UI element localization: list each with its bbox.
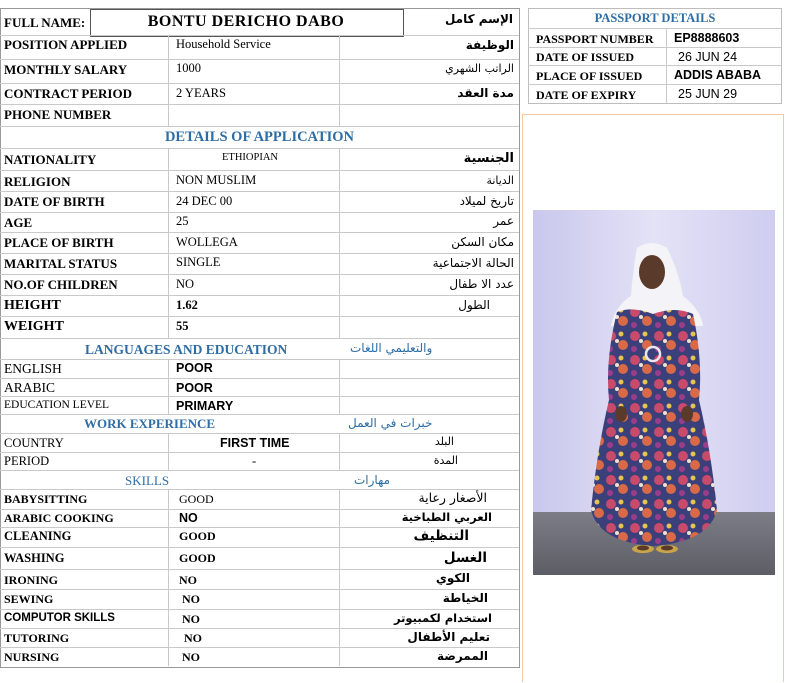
date-of-issued-label: DATE OF ISSUED xyxy=(536,50,635,64)
date-of-expiry-value: 25 JUN 29 xyxy=(678,87,738,101)
place-of-birth-value: WOLLEGA xyxy=(176,235,238,249)
nursing-ar: الممرضة xyxy=(436,649,488,663)
position-applied-value: Household Service xyxy=(176,37,271,51)
babysitting-label: BABYSITTING xyxy=(4,492,88,506)
ironing-value: NO xyxy=(179,573,197,587)
skills-heading-ar: مهارات xyxy=(354,473,391,487)
no-of-children-label: NO.OF CHILDREN xyxy=(4,277,118,292)
passport-heading: PASSPORT DETAILS xyxy=(594,11,716,25)
age-value: 25 xyxy=(176,214,189,228)
tutoring-ar: تعليم الأطفال xyxy=(407,630,490,644)
ironing-label: IRONING xyxy=(4,573,59,587)
full-name-value: BONTU DERICHO DABO xyxy=(147,13,345,30)
contract-period-ar: مدة العقد xyxy=(457,86,514,100)
date-of-birth-value: 24 DEC 00 xyxy=(176,194,233,208)
computor-skills-ar: استخدام لكمبيوتر xyxy=(393,611,492,625)
cleaning-label: CLEANING xyxy=(4,529,72,543)
phone-number-label: PHONE NUMBER xyxy=(4,107,112,122)
weight-label: WEIGHT xyxy=(4,319,64,334)
cleaning-ar: التنظيف xyxy=(413,528,469,544)
country-label: COUNTRY xyxy=(4,436,64,450)
country-ar: البلد xyxy=(434,435,454,448)
position-applied-label: POSITION APPLIED xyxy=(4,37,128,52)
work-heading: WORK EXPERIENCE xyxy=(84,416,216,431)
nursing-label: NURSING xyxy=(4,650,60,664)
languages-heading: LANGUAGES AND EDUCATION xyxy=(85,342,288,357)
place-of-issued-label: PLACE OF ISSUED xyxy=(536,69,643,83)
english-label: ENGLISH xyxy=(4,361,62,376)
weight-value: 55 xyxy=(176,319,189,333)
cleaning-value: GOOD xyxy=(179,529,216,543)
full-name-ar: الإسم كامل xyxy=(444,12,513,26)
tutoring-value: NO xyxy=(184,631,202,645)
arabic-cooking-value: NO xyxy=(179,511,198,525)
period-value: - xyxy=(252,454,257,468)
nationality-ar: الجنسية xyxy=(463,151,514,166)
position-applied-ar: الوظيفة xyxy=(465,38,514,52)
arabic-cooking-label: ARABIC COOKING xyxy=(4,511,114,525)
religion-ar: الديانة xyxy=(486,174,514,187)
skills-heading: SKILLS xyxy=(125,473,170,488)
religion-value: NON MUSLIM xyxy=(176,173,257,187)
washing-label: WASHING xyxy=(4,551,65,565)
contract-period-value: 2 YEARS xyxy=(176,86,226,100)
full-name-label: FULL NAME: xyxy=(4,15,86,30)
date-of-issued-value: 26 JUN 24 xyxy=(678,50,738,64)
education-level-value: PRIMARY xyxy=(176,399,234,413)
computor-skills-value: NO xyxy=(182,612,200,626)
height-label: HEIGHT xyxy=(4,298,61,313)
tutoring-label: TUTORING xyxy=(4,631,70,645)
marital-status-label: MARITAL STATUS xyxy=(4,256,118,271)
date-of-birth-label: DATE OF BIRTH xyxy=(4,194,105,209)
no-of-children-ar: عدد الا طفال xyxy=(449,277,514,291)
arabic-cooking-ar: العربي الطباخية xyxy=(401,510,492,524)
religion-label: RELIGION xyxy=(4,174,71,189)
education-level-label: EDUCATION LEVEL xyxy=(4,399,110,411)
monthly-salary-value: 1000 xyxy=(176,61,201,75)
details-heading: DETAILS OF APPLICATION xyxy=(164,129,355,145)
monthly-salary-ar: الراتب الشهري xyxy=(445,62,514,75)
place-of-issued-value: ADDIS ABABA xyxy=(674,68,762,82)
babysitting-ar: الأصغار رعاية xyxy=(418,490,487,505)
nationality-value: ETHIOPIAN xyxy=(222,152,278,163)
sewing-ar: الخياطة xyxy=(442,591,488,605)
place-of-birth-ar: مكان السكن xyxy=(451,235,514,249)
ironing-ar: الكوي xyxy=(435,571,470,585)
washing-value: GOOD xyxy=(179,551,216,565)
place-of-birth-label: PLACE OF BIRTH xyxy=(4,235,114,250)
passport-number-label: PASSPORT NUMBER xyxy=(536,32,654,46)
candidate-photo xyxy=(533,210,775,575)
passport-number-value: EP8888603 xyxy=(674,31,740,45)
date-of-expiry-label: DATE OF EXPIRY xyxy=(536,88,637,102)
date-of-birth-ar: تاريخ لميلاد xyxy=(459,194,514,208)
monthly-salary-label: MONTHLY SALARY xyxy=(4,62,128,77)
height-value: 1.62 xyxy=(176,298,198,312)
height-ar: الطول xyxy=(458,298,490,312)
no-of-children-value: NO xyxy=(176,277,195,291)
washing-ar: الغسل xyxy=(443,550,487,566)
languages-heading-ar: والتعليمي اللغات xyxy=(350,341,433,355)
age-label: AGE xyxy=(4,215,33,230)
candidate-photo-illustration xyxy=(533,210,775,575)
period-label: PERIOD xyxy=(4,454,50,468)
nursing-value: NO xyxy=(182,650,200,664)
work-heading-ar: خبرات في العمل xyxy=(348,416,433,430)
age-ar: عمر xyxy=(493,214,514,228)
sewing-label: SEWING xyxy=(4,592,54,606)
sewing-value: NO xyxy=(182,592,200,606)
computor-skills-label: COMPUTOR SKILLS xyxy=(4,612,115,624)
english-value: POOR xyxy=(176,361,213,375)
babysitting-value: GOOD xyxy=(179,492,214,506)
contract-period-label: CONTRACT PERIOD xyxy=(4,86,132,101)
arabic-value: POOR xyxy=(176,381,213,395)
period-ar: المدة xyxy=(433,454,458,467)
marital-status-value: SINGLE xyxy=(176,255,221,269)
marital-status-ar: الحالة الاجتماعية xyxy=(432,256,514,270)
passport-details xyxy=(528,8,782,104)
nationality-label: NATIONALITY xyxy=(4,152,97,167)
arabic-label: ARABIC xyxy=(4,380,56,395)
country-value: FIRST TIME xyxy=(220,436,290,450)
